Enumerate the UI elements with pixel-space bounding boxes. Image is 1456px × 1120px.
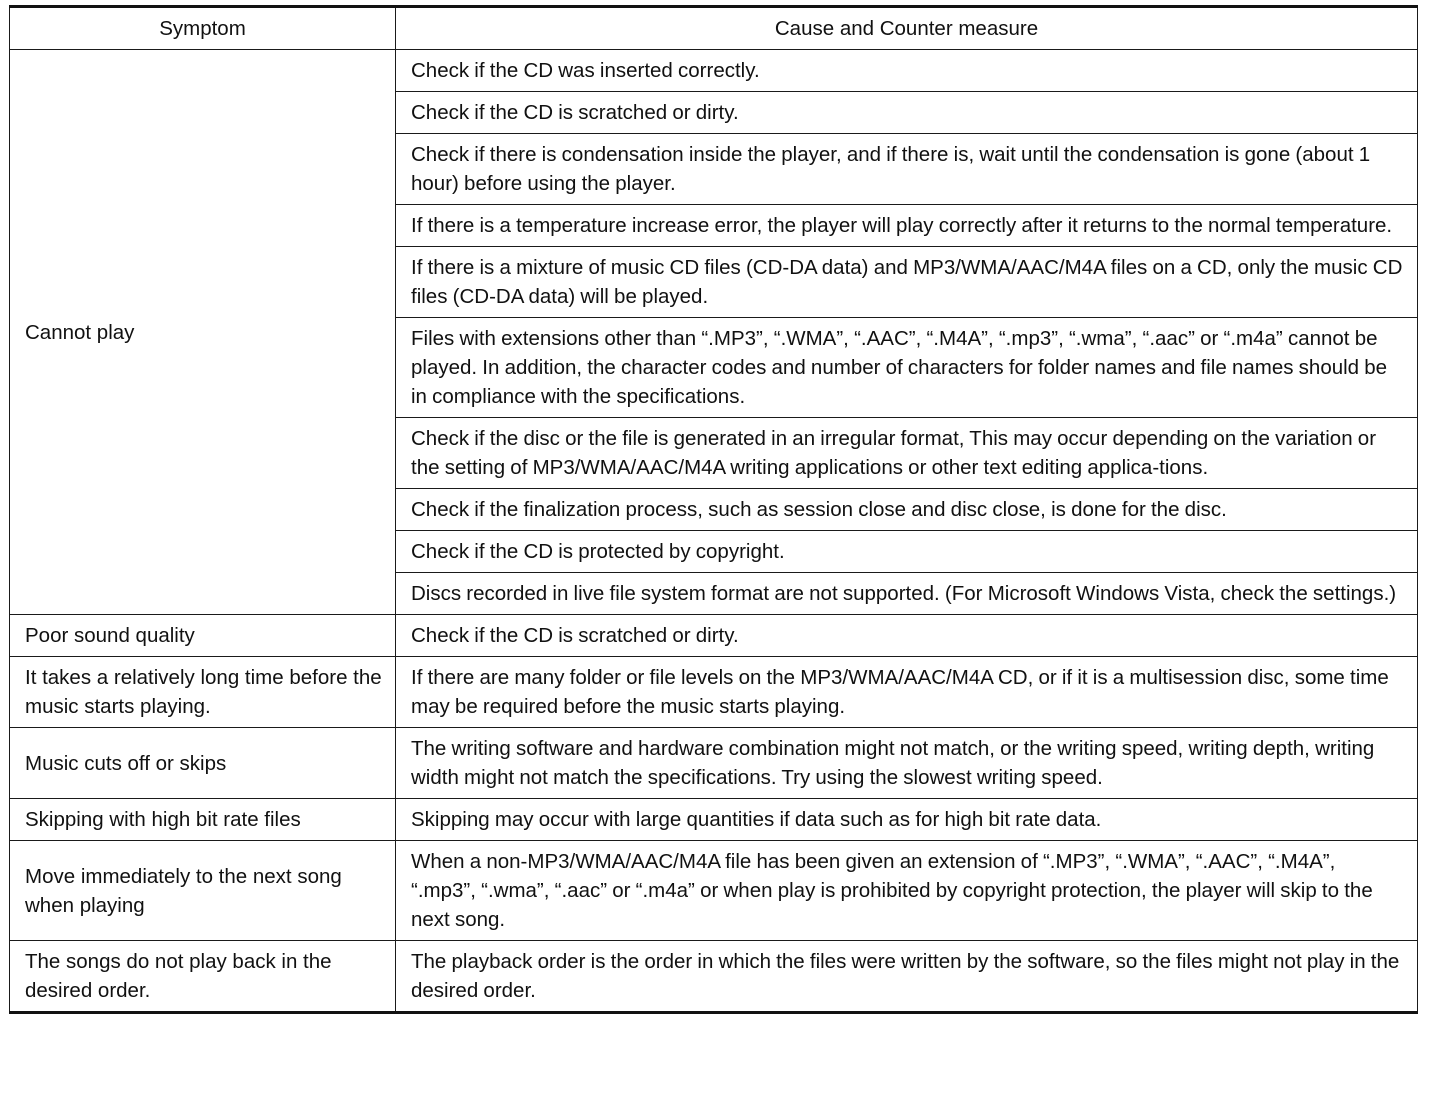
table-row (10, 941, 1418, 1013)
cause-cell: Check if there is condensation inside the player, and if there is, wait until the condensation is gone (about 1 hour) before using the player. (396, 134, 1418, 205)
cause-cell: Check if the disc or the file is generated in an irregular format, This may occur depending on the variation or the setting of MP3/WMA/AAC/M4A writing applications or other text editing applica-tions. (396, 418, 1418, 489)
cause-cell: Check if the CD is protected by copyright. (396, 531, 1418, 573)
symptom-cell: Skipping with high bit rate files (10, 799, 396, 841)
symptom-header: Symptom (10, 7, 396, 50)
cause-cell: If there is a temperature increase error, the player will play correctly after it returns to the normal temperature. (396, 205, 1418, 247)
table-row (10, 50, 1418, 92)
table-row (10, 799, 1418, 841)
cause-cell: Skipping may occur with large quantities if data such as for high bit rate data. (396, 799, 1418, 841)
cause-cell: Discs recorded in live file system format are not supported. (For Microsoft Windows Vista, check the settings.) (396, 573, 1418, 615)
cause-cell: Check if the CD is scratched or dirty. (396, 615, 1418, 657)
symptom-cell: Move immediately to the next song when playing (10, 841, 396, 941)
cause-cell: Check if the finalization process, such as session close and disc close, is done for the disc. (396, 489, 1418, 531)
table-row (10, 657, 1418, 728)
symptom-cell: It takes a relatively long time before the music starts playing. (10, 657, 396, 728)
cause-cell: Check if the CD was inserted correctly. (396, 50, 1418, 92)
symptom-cell: Cannot play (10, 50, 396, 615)
symptom-cell: Music cuts off or skips (10, 728, 396, 799)
cause-cell: When a non-MP3/WMA/AAC/M4A file has been given an extension of “.MP3”, “.WMA”, “.AAC”, “.M4A”, “.mp3”, “.wma”, “.aac” or “.m4a” or when play is prohibited by copyright protection, the player will skip to the next song. (396, 841, 1418, 941)
cause-cell: If there are many folder or file levels on the MP3/WMA/AAC/M4A CD, or if it is a multisession disc, some time may be required before the music starts playing. (396, 657, 1418, 728)
symptom-cell: Poor sound quality (10, 615, 396, 657)
cause-cell: The playback order is the order in which the files were written by the software, so the files might not play in the desired order. (396, 941, 1418, 1013)
troubleshooting-table (9, 5, 1418, 1014)
cause-header: Cause and Counter measure (396, 7, 1418, 50)
table-row (10, 728, 1418, 799)
table-body (10, 50, 1418, 1013)
table-row (10, 841, 1418, 941)
header-row (10, 7, 1418, 50)
cause-cell: The writing software and hardware combination might not match, or the writing speed, writing depth, writing width might not match the specifications. Try using the slowest writing speed. (396, 728, 1418, 799)
table-row (10, 615, 1418, 657)
cause-cell: Check if the CD is scratched or dirty. (396, 92, 1418, 134)
symptom-cell: The songs do not play back in the desired order. (10, 941, 396, 1013)
cause-cell: Files with extensions other than “.MP3”, “.WMA”, “.AAC”, “.M4A”, “.mp3”, “.wma”, “.aac” or “.m4a” cannot be played. In addition, the character codes and number of characters for folder names and file names should be in compliance with the specifications. (396, 318, 1418, 418)
cause-cell: If there is a mixture of music CD files (CD-DA data) and MP3/WMA/AAC/M4A files on a CD, only the music CD files (CD-DA data) will be played. (396, 247, 1418, 318)
